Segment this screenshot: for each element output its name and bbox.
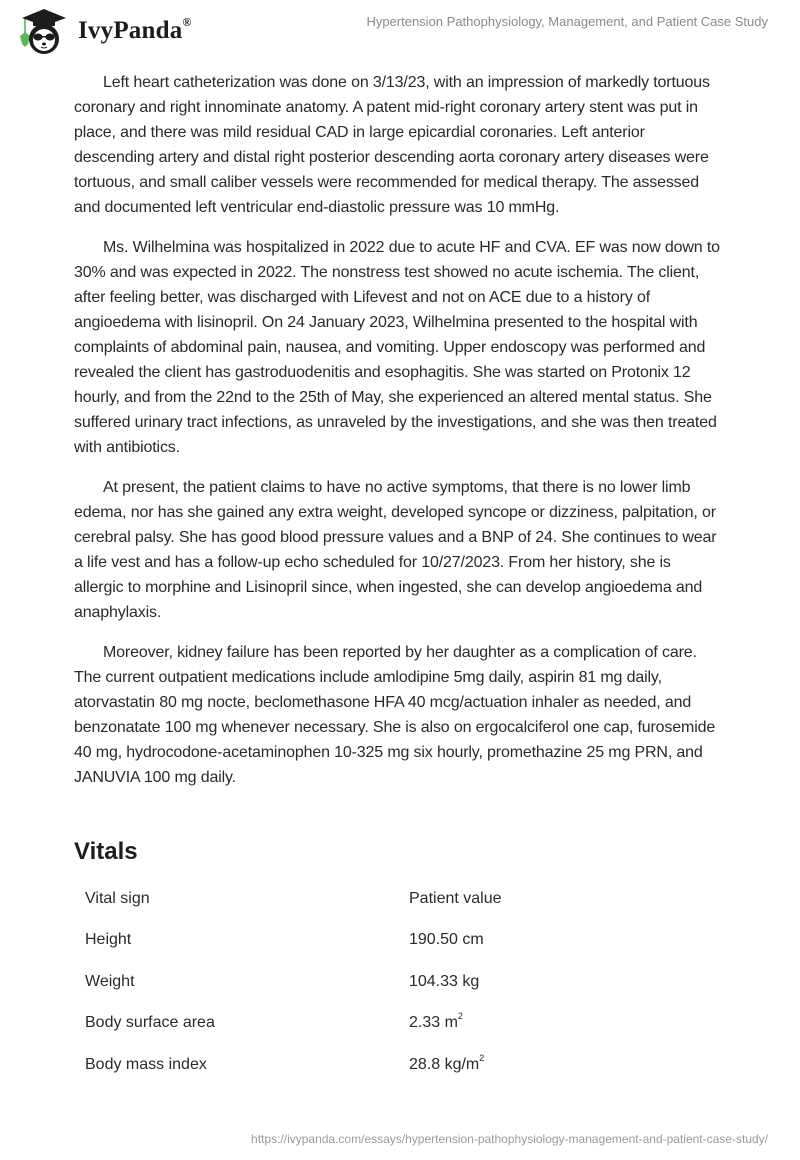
source-url[interactable]: https://ivypanda.com/essays/hypertension-pathophysiology-management-and-patient-case-study/	[251, 1132, 768, 1146]
patient-value-cell: 104.33 kg	[409, 972, 480, 990]
patient-value-cell: 28.8 $kg/m^2$	[409, 1052, 485, 1073]
table-row	[74, 1003, 724, 1045]
table-row	[74, 1044, 724, 1086]
paragraph-current-status: At present, the patient claims to have no active symptoms, that there is no lower limb edema, nor has she gained any extra weight, developed syncope or dizziness, palpitation, or cerebral palsy. She has good blood pressure values and a BNP of 24. She continues to wear a life vest and has a follow-up echo scheduled for 10/27/2023. From her history, she is allergic to morphine and Lisinopril since, when ingested, she can develop angioedema and anaphylaxis.	[74, 479, 717, 621]
vital-sign-cell: Body mass index	[85, 1055, 207, 1073]
vital-sign-cell: Weight	[85, 972, 135, 990]
column-header-vital-sign: Vital sign	[85, 889, 150, 907]
vital-sign-cell: Body surface area	[85, 1014, 215, 1032]
column-header-patient-value: Patient value	[409, 889, 502, 907]
panda-graduation-cap-icon	[16, 6, 72, 56]
paragraph-hospitalization: Ms. Wilhelmina was hospitalized in 2022 due to acute HF and CVA. EF was now down to 30% and was expected in 2022. The nonstress test showed no acute ischemia. The client, after feeling better, was discharged with Lifevest and not on ACE due to a history of angioedema with lisinopril. On 24 January 2023, Wilhelmina presented to the hospital with complaints of abdominal pain, nausea, and vomiting. Upper endoscopy was performed and revealed the client has gastroduodenitis and esophagitis. She was started on Protonix 12 hourly, and from the 22nd to the 25th of May, she experienced an altered mental status. She suffered urinary tract infections, as unraveled by the investigations, and she was then treated with antibiotics.	[74, 239, 720, 456]
table-row	[74, 961, 724, 1003]
page-header	[0, 0, 800, 60]
document-title: Hypertension Pathophysiology, Management, and Patient Case Study	[366, 14, 768, 29]
vitals-table	[74, 878, 724, 1086]
vital-sign-cell: Height	[85, 931, 132, 949]
article-body	[74, 70, 724, 805]
brand-name: IvyPanda®	[78, 15, 192, 44]
paragraph-catheterization: Left heart catheterization was done on 3/13/23, with an impression of markedly tortuous coronary and right innominate anatomy. A patent mid-right coronary artery stent was put in place, and there was mild residual CAD in large epicardial coronaries. Left anterior descending artery and distal right posterior descending aorta coronary artery diseases were tortuous, and small caliber vessels were recommended for medical therapy. The assessed and documented left ventricular end-diastolic pressure was 10 mmHg.	[74, 74, 710, 216]
patient-value-cell: 2.33 $m^2$	[409, 1011, 463, 1032]
table-header-row	[74, 878, 724, 920]
patient-value-cell: 190.50 cm	[409, 931, 484, 949]
brand-logo[interactable]	[16, 6, 192, 56]
table-row	[74, 920, 724, 962]
vitals-heading: Vitals	[74, 838, 138, 865]
paragraph-medications: Moreover, kidney failure has been reported by her daughter as a complication of care. The current outpatient medications include amlodipine 5mg daily, aspirin 81 mg daily, atorvastatin 80 mg nocte, beclomethasone HFA 40 mcg/actuation inhaler as needed, and benzonatate 100 mg whenever necessary. She is also on ergocalciferol one cap, furosemide 40 mg, hydrocodone-acetaminophen 10-325 mg six hourly, promethazine 25 mg PRN, and JANUVIA 100 mg daily.	[74, 644, 716, 786]
